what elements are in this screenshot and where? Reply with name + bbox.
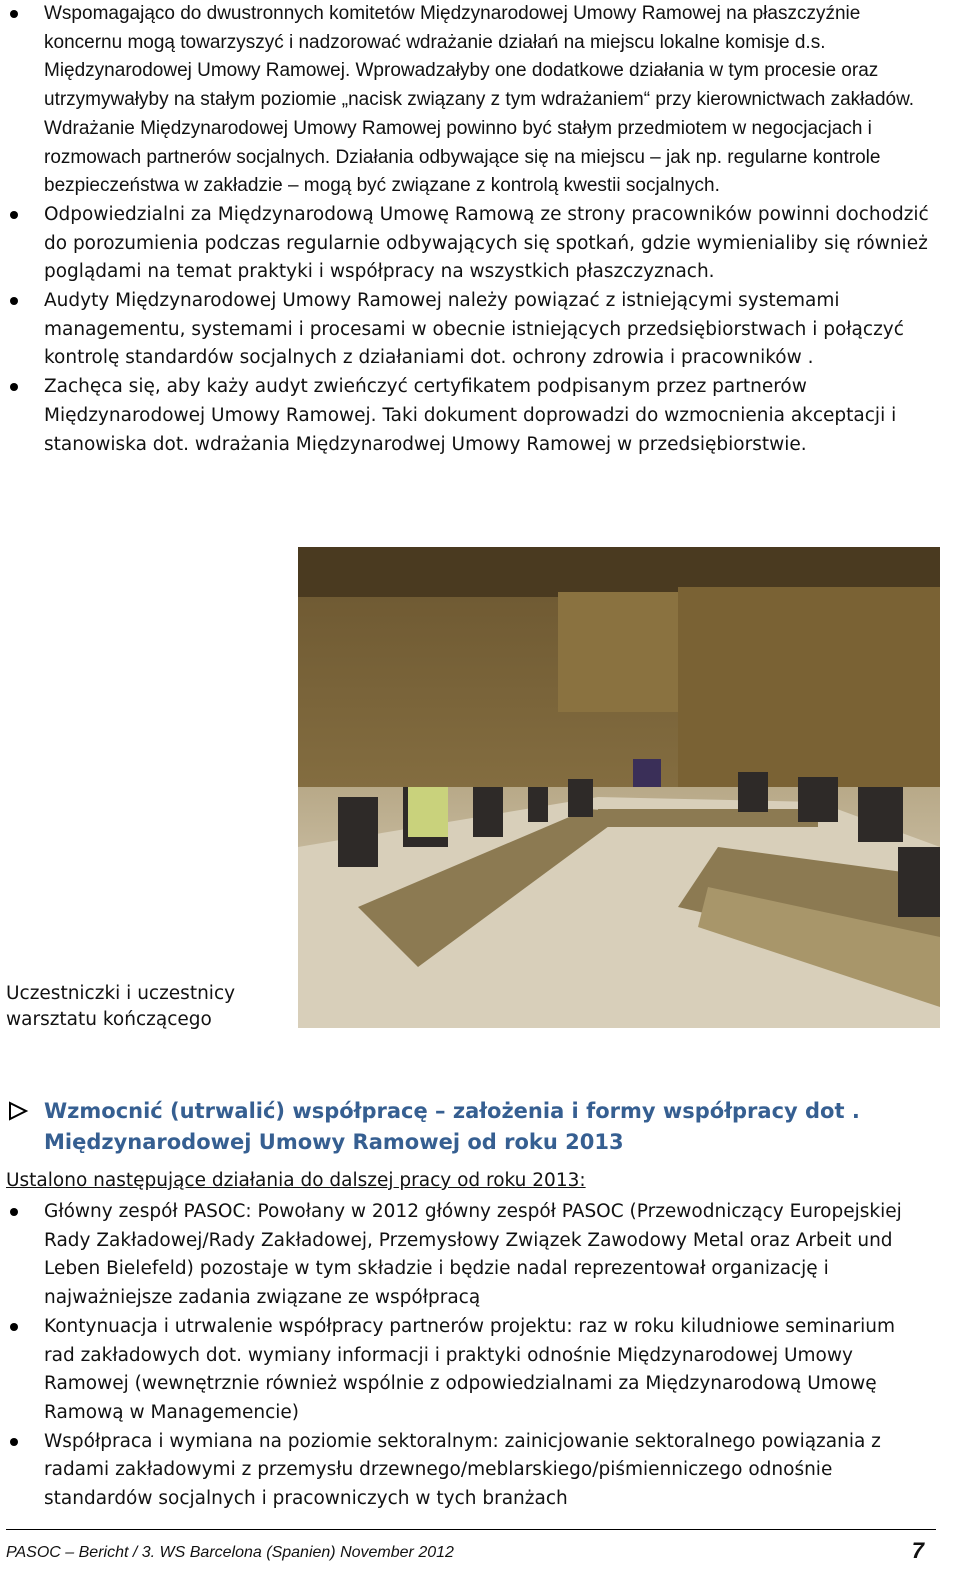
bullet-icon <box>10 383 18 391</box>
page-number: 7 <box>911 1538 924 1563</box>
subheading: Ustalono następujące działania do dalszej pracy od roku 2013: <box>6 1170 586 1191</box>
bullet-text: Wspomagająco do dwustronnych komitetów Międzynarodowej Umowy Ramowej na płaszczyźnie koncernu mogą towarzyszyć i nadzorować wdrażanie działań na miejscu lokalne komisje d.s. Międzynarodowej Umowy Ramowej. Wprowadzałyby one dodatkowe działania w tym procesie oraz utrzymywałyby na stałym poziomie „nacisk związany z tym wdrażaniem“ przy kierownictwach zakładów. Wdrażanie Międzynarodowej Umowy Ramowej powinno być stałym przedmiotem w negocjacjach i rozmowach partnerów socjalnych. Działania odbywające się na miejscu – jak np. regularne kontrole bezpieczeństwa w zakładzie – mogą być związane z kontrolą kwestii socjalnych. <box>44 3 915 197</box>
list-item <box>0 0 930 201</box>
footer-divider <box>6 1529 936 1530</box>
bullet-icon <box>10 10 18 18</box>
bottom-bullet-list <box>0 1198 930 1514</box>
section-heading-text: Wzmocnić (utrwalić) współpracę – założenia i formy współpracy dot . Międzynarodowej Umowy Ramowej od roku 2013 <box>44 1099 860 1154</box>
bullet-text: Odpowiedzialni za Międzynarodową Umowę Ramową ze strony pracowników powinni dochodzić do porozumienia podczas regularnie odbywających się spotkań, gdzie wymienialiby się również poglądami na temat praktyki i współpracy na wszystkich płaszczyznach. <box>44 203 929 283</box>
bullet-text: Główny zespół PASOC: Powołany w 2012 główny zespół PASOC (Przewodniczący Europejskiej Rady Zakładowej/Rady Zakładowej, Przemysłowy Związek Zawodowy Metal oraz Arbeit und Leben Bielefeld) pozostaje w tym składzie i będzie nadal reprezentował organizację i najważniejsze zadania związane ze współpracą <box>44 1201 902 1309</box>
footer-text: PASOC – Bericht / 3. WS Barcelona (Spanien) November 2012 <box>6 1544 454 1561</box>
workshop-photo-illustration <box>298 547 940 1028</box>
bullet-text: Audyty Międzynarodowej Umowy Ramowej należy powiązać z istniejącymi systemami managementu, systemami i procesami w obecnie istniejących przedsiębiorstwach i połączyć kontrolę standardów socjalnych z działaniami dot. ochrony zdrowia i pracowników . <box>44 290 904 369</box>
bullet-text: Zachęca się, aby każy audyt zwieńczyć certyfikatem podpisanym przez partnerów Międzynarodowej Umowy Ramowej. Taki dokument doprowadzi do wzmocnienia akceptacji i stanowiska dot. wdrażania Międzynarodwej Umowy Ramowej w przedsiębiorstwie. <box>44 376 897 455</box>
bullet-icon <box>10 1323 18 1331</box>
bullet-text: Kontynuacja i utrwalenie współpracy partnerów projektu: raz w roku kiludniowe seminarium rad zakładowych dot. wymiany informacji i praktyki odnośnie Międzynarodowej Umowy Ramowej (wewnętrznie również wspólnie z odpowiedzialnami za Międzynarodową Umowę Ramową w Managemencie) <box>44 1315 896 1423</box>
list-item <box>0 201 930 287</box>
photo-caption: Uczestniczki i uczestnicy warsztatu kończącego <box>6 983 236 1030</box>
list-item <box>0 1198 930 1313</box>
list-item <box>0 373 930 459</box>
top-bullet-list <box>0 0 930 459</box>
bullet-icon <box>10 1208 18 1216</box>
bullet-icon <box>10 211 18 219</box>
list-item <box>0 287 930 373</box>
workshop-photo <box>298 547 940 1028</box>
bullet-icon <box>10 297 18 305</box>
bullet-text: Współpraca i wymiana na poziomie sektoralnym: zainicjowanie sektoralnego powiązania z radami zakładowymi z przemysłu drzewnego/meblarskiego/piśmienniczego odnośnie standardów socjalnych i pracowniczych w tych branżach <box>44 1430 881 1510</box>
section-heading <box>6 1096 936 1158</box>
list-item <box>0 1428 930 1514</box>
bullet-icon <box>10 1438 18 1446</box>
list-item <box>0 1313 930 1428</box>
arrow-bullet-icon <box>6 1098 32 1124</box>
